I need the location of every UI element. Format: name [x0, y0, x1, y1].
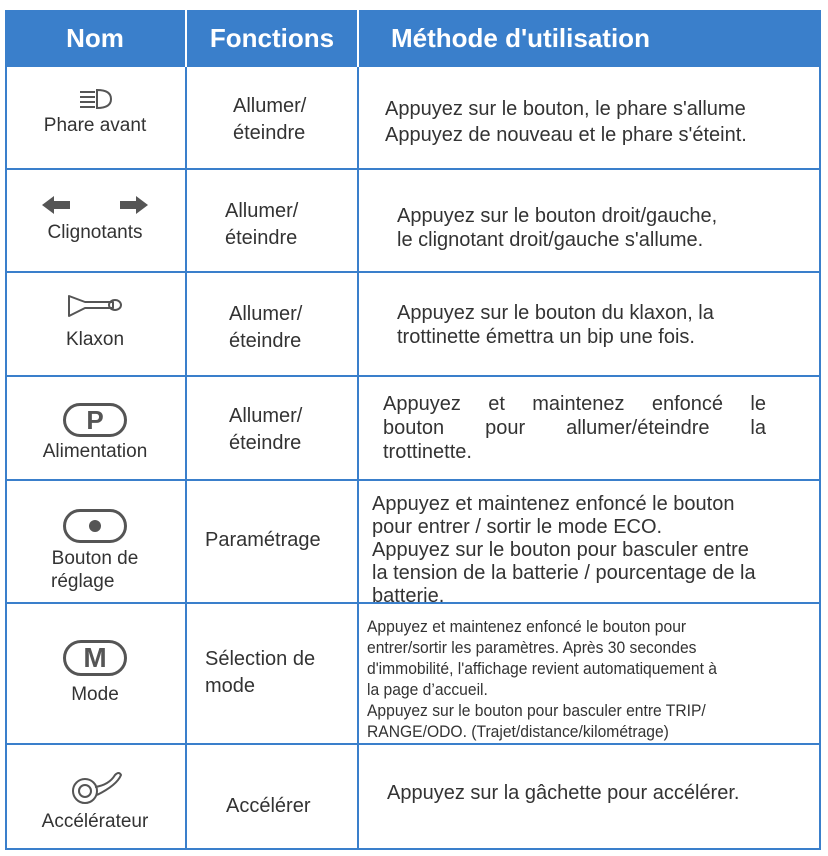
table-header	[5, 10, 821, 67]
method-line: Appuyez sur le bouton du klaxon, la	[397, 302, 714, 324]
header-method: Méthode d'utilisation	[391, 23, 650, 53]
function-line: éteindre	[233, 122, 306, 144]
method-line: Appuyez et maintenez enfoncé le bouton	[372, 493, 735, 515]
table-row	[5, 67, 821, 170]
header-divider	[357, 10, 359, 67]
name-label: Phare avant	[43, 115, 147, 136]
mode-m-icon: M	[63, 640, 127, 676]
method-cell	[387, 781, 739, 806]
name-cell	[5, 769, 185, 833]
function-cell	[229, 403, 302, 457]
method-cell	[397, 204, 717, 252]
function-line: Paramétrage	[205, 529, 321, 551]
function-line: Allumer/	[229, 405, 303, 427]
name-line: Bouton de	[51, 548, 139, 569]
method-line: la tension de la batterie / pourcentage de la	[372, 562, 756, 584]
method-cell	[385, 96, 747, 148]
header-name: Nom	[66, 23, 124, 53]
table-row	[5, 170, 821, 273]
method-line: Appuyez sur la gâchette pour accélérer.	[387, 782, 740, 804]
method-line: entrer/sortir les paramètres. Après 30 secondes	[367, 638, 697, 657]
function-line: Accélérer	[226, 795, 311, 817]
name-label: Mode	[71, 684, 119, 705]
method-line: d'immobilité, l'affichage revient automatiquement à	[367, 659, 717, 678]
power-p-icon: P	[63, 403, 127, 437]
function-cell	[226, 793, 310, 820]
method-line: Appuyez et maintenez enfoncé le	[383, 393, 766, 415]
method-line: trottinette.	[383, 441, 472, 463]
table-row	[5, 481, 821, 607]
method-cell	[367, 616, 717, 742]
name-cell	[5, 509, 185, 593]
method-line: batterie.	[372, 585, 445, 607]
table-row	[5, 273, 821, 377]
function-line: mode	[205, 675, 256, 697]
header-functions: Fonctions	[209, 23, 335, 53]
name-cell	[5, 640, 185, 706]
function-line: Allumer/	[229, 303, 303, 325]
function-line: Sélection de	[205, 648, 316, 670]
throttle-icon	[63, 769, 127, 809]
function-line: éteindre	[229, 330, 302, 352]
function-cell	[229, 301, 302, 355]
horn-icon	[65, 293, 125, 319]
method-line: Appuyez et maintenez enfoncé le bouton pour	[367, 617, 687, 636]
name-cell	[5, 87, 185, 137]
table-row	[5, 745, 821, 850]
name-cell	[5, 403, 185, 463]
name-label: Klaxon	[65, 329, 125, 350]
method-line: RANGE/ODO. (Trajet/distance/kilométrage)	[367, 722, 669, 741]
table-row	[5, 377, 821, 481]
method-line: la page d’accueil.	[367, 680, 488, 699]
name-label	[5, 547, 185, 593]
function-line: éteindre	[225, 227, 298, 249]
name-cell	[5, 192, 185, 244]
method-line: Appuyez sur le bouton, le phare s'allume	[385, 98, 746, 120]
method-cell	[397, 301, 714, 349]
method-line: Appuyez sur le bouton pour basculer entre TRIP/	[367, 701, 706, 720]
name-label: Accélérateur	[41, 811, 149, 832]
settings-dot-icon	[63, 509, 127, 543]
function-line: Allumer/	[233, 95, 307, 117]
method-line: bouton pour allumer/éteindre la	[383, 417, 766, 439]
name-label: Clignotants	[47, 222, 143, 243]
function-cell	[205, 646, 315, 700]
name-line: réglage	[51, 571, 115, 592]
method-line: Appuyez de nouveau et le phare s'éteint.	[385, 124, 747, 146]
dot-icon	[89, 520, 101, 532]
method-cell	[383, 392, 766, 464]
table-row	[5, 604, 821, 745]
name-cell	[5, 293, 185, 351]
function-cell	[205, 527, 321, 554]
function-cell	[233, 93, 306, 147]
function-cell	[225, 198, 298, 252]
method-line: le clignotant droit/gauche s'allume.	[397, 229, 704, 251]
function-line: Allumer/	[225, 200, 299, 222]
method-cell	[372, 493, 756, 608]
headlight-icon	[77, 87, 113, 111]
method-line: Appuyez sur le bouton droit/gauche,	[397, 205, 718, 227]
method-line: trottinette émettra un bip une fois.	[397, 326, 695, 348]
method-line: Appuyez sur le bouton pour basculer entre	[372, 539, 749, 561]
function-line: éteindre	[229, 432, 302, 454]
turn-signal-arrows-icon	[40, 192, 150, 218]
name-label: Alimentation	[42, 441, 148, 462]
method-line: pour entrer / sortir le mode ECO.	[372, 516, 663, 538]
